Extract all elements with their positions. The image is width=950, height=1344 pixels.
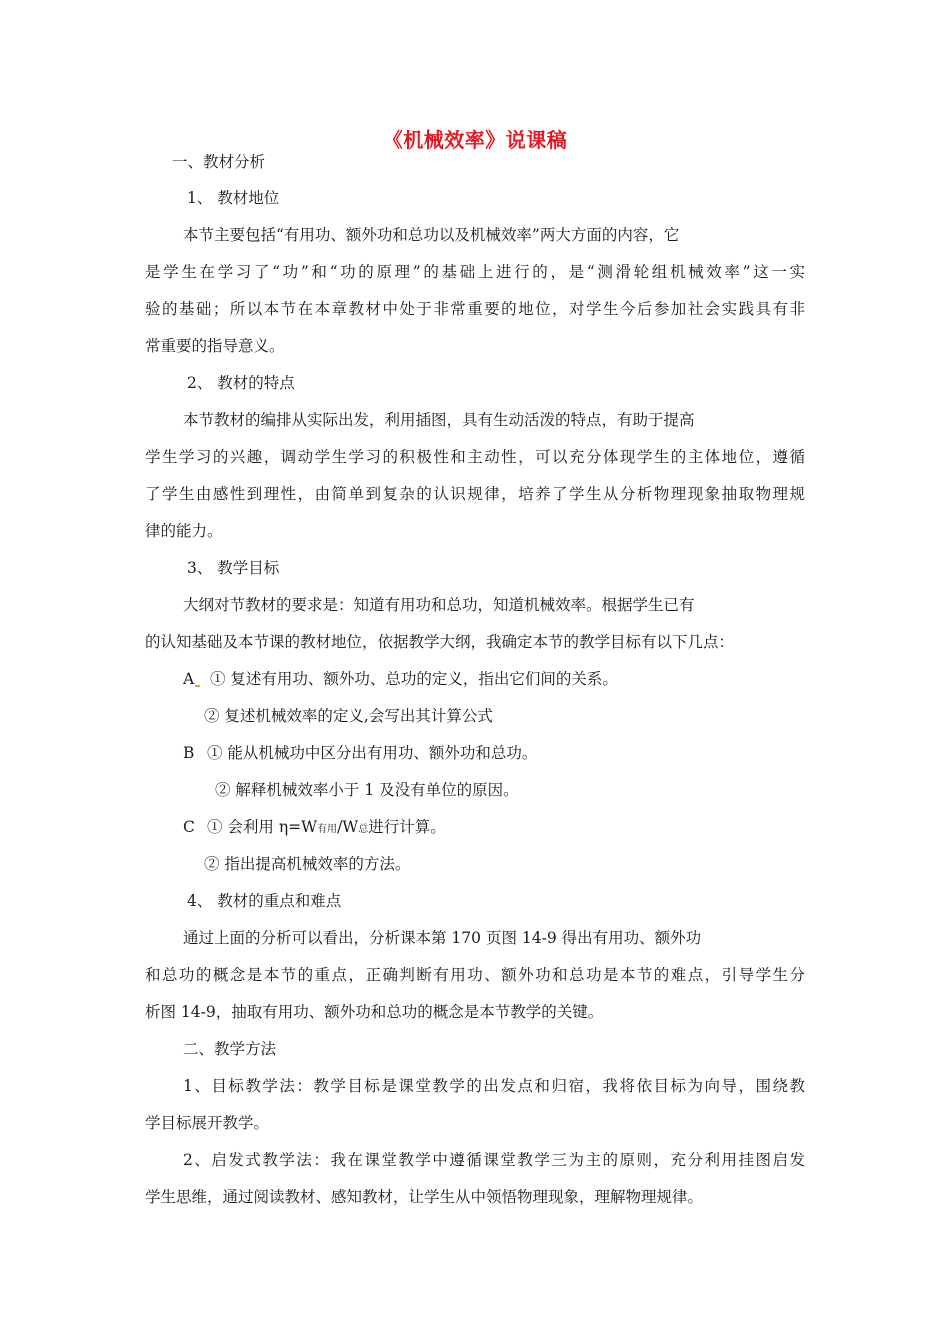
method-line: 学生思维，通过阅读教材、感知教材，让学生从中领悟物理现象，理解物理规律。 [145, 1188, 704, 1206]
paragraph-line: 验的基础；所以本节在本章教材中处于非常重要的地位，对学生今后参加社会实践具有非 [145, 300, 805, 318]
subheading-1-1: 1、 教材地位 [187, 189, 280, 207]
goal-b2: ② 解释机械效率小于 1 及没有单位的原因。 [215, 781, 519, 799]
goal-b1: ① 能从机械功中区分出有用功、额外功和总功。 [207, 744, 538, 762]
subheading-1-2: 2、 教材的特点 [187, 374, 295, 392]
subheading-1-3: 3、 教学目标 [187, 559, 280, 577]
paragraph-line: 本节主要包括“有用功、额外功和总功以及机械效率”两大方面的内容，它 [183, 226, 680, 244]
subheading-1-4: 4、 教材的重点和难点 [187, 892, 342, 910]
goal-b-label: B [183, 744, 195, 762]
paragraph-line: 了学生由感性到理性，由简单到复杂的认识规律，培养了学生从分析物理现象抽取物理规 [145, 485, 805, 503]
paragraph-line: 常重要的指导意义。 [145, 337, 285, 355]
method-line: 2、启发式教学法：我在课堂教学中遵循课堂教学三为主的原则，充分利用挂图启发 [183, 1151, 805, 1169]
paragraph-line: 析图 14-9，抽取有用功、额外功和总功的概念是本节教学的关键。 [145, 1003, 604, 1021]
paragraph-line: 和总功的概念是本节的重点，正确判断有用功、额外功和总功是本节的难点，引导学生分 [145, 966, 805, 984]
goal-a1: ① 复述有用功、额外功、总功的定义，指出它们间的关系。 [210, 670, 618, 688]
goal-a-label: A [183, 669, 201, 689]
paragraph-line: 通过上面的分析可以看出，分析课本第 170 页图 14-9 得出有用功、额外功 [183, 929, 702, 947]
paragraph-line: 本节教材的编排从实际出发，利用插图，具有生动活泼的特点，有助于提高 [183, 411, 695, 429]
paragraph-line: 律的能力。 [145, 522, 223, 540]
marker-icon [195, 685, 200, 687]
method-line: 1、目标教学法：教学目标是课堂教学的出发点和归宿，我将依目标为向导，围绕教 [183, 1077, 805, 1095]
section-heading-2: 二、教学方法 [183, 1040, 277, 1058]
paragraph-line: 学生学习的兴趣，调动学生学习的积极性和主动性，可以充分体现学生的主体地位，遵循 [145, 448, 805, 466]
paragraph-line: 的认知基础及本节课的教材地位，依据教学大纲，我确定本节的教学目标有以下几点： [145, 633, 735, 651]
method-line: 学目标展开教学。 [145, 1114, 270, 1132]
goal-a2: ② 复述机械效率的定义,会写出其计算公式 [204, 707, 493, 725]
paragraph-line: 是学生在学习了“功”和“功的原理”的基础上进行的，是“测滑轮组机械效率”这一实 [145, 263, 805, 281]
paragraph-line: 大纲对节教材的要求是：知道有用功和总功，知道机械效率。根据学生已有 [183, 596, 695, 614]
goal-c2: ② 指出提高机械效率的方法。 [204, 855, 411, 873]
goal-c1: ① 会利用 η=W有用/W总进行计算。 [207, 818, 446, 836]
goal-c-label: C [183, 818, 195, 836]
section-heading-1: 一、教材分析 [172, 153, 266, 171]
document-title: 《机械效率》说课稿 [382, 128, 568, 152]
